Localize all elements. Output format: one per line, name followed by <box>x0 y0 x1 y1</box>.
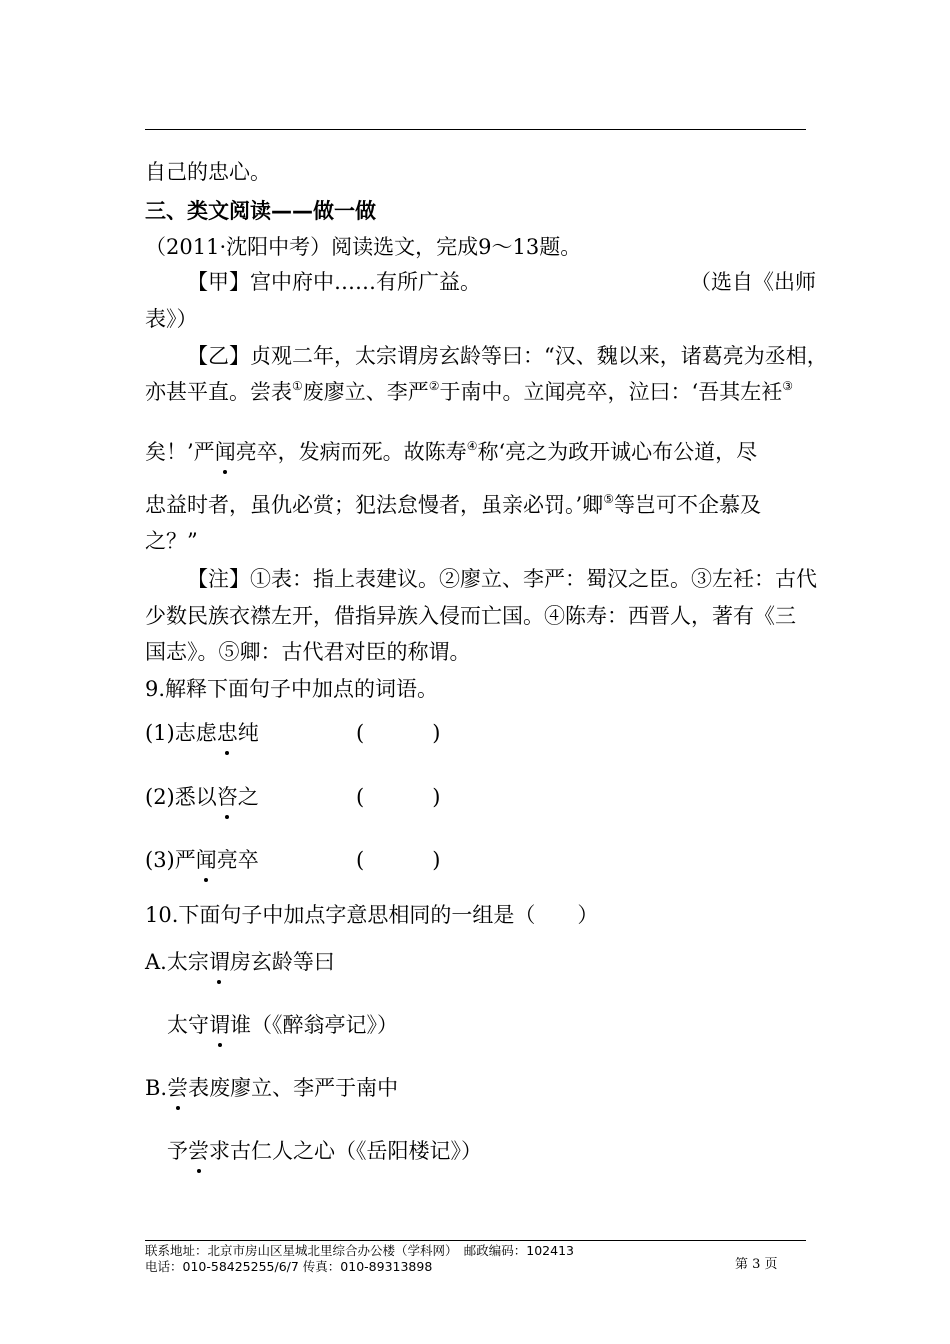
yi-line-4 <box>145 491 761 519</box>
dotted-char: 谓 <box>209 1013 230 1037</box>
footer-rule <box>145 1240 806 1241</box>
text: 矣！’严 <box>145 440 215 464</box>
notes-line-3: 国志》。⑤卿：古代君对臣的称谓。 <box>145 640 471 664</box>
q10-option-b2 <box>167 1137 482 1165</box>
text: 之 <box>237 785 259 809</box>
text: 纯 <box>237 721 259 745</box>
paren: ( <box>356 848 365 872</box>
dotted-char: 尝 <box>188 1139 209 1163</box>
text: 忠益时者，虽仇必赏；犯法怠慢者，虽亲必罚。’卿 <box>145 493 604 517</box>
dotted-char: 忠 <box>216 721 238 745</box>
text: 亮卒，发病而死。故陈寿 <box>235 440 467 464</box>
text: 亦甚平直。尝表 <box>145 380 292 404</box>
dotted-char: 尝 <box>167 1076 189 1100</box>
q10-option-a1 <box>145 948 335 976</box>
yi-line-3 <box>145 438 757 466</box>
answer-blank[interactable] <box>356 846 440 874</box>
page-number: 第 3 页 <box>735 1257 778 1272</box>
dotted-char: 谓 <box>208 950 230 974</box>
item-number: (2) <box>145 785 175 809</box>
paren: ( <box>356 721 365 745</box>
text: 于南中。立闻亮卒，泣曰：‘吾其左衽 <box>439 380 783 404</box>
jia-label: 【甲】宫中府中……有所广益。 <box>187 270 481 294</box>
yi-line-1: 【乙】贞观二年，太宗谓房玄龄等曰：“汉、魏以来，诸葛亮为丞相， <box>187 344 828 368</box>
passage-end: 自己的忠心。 <box>145 160 271 184</box>
answer-blank[interactable] <box>356 783 440 811</box>
notes-line-1: 【注】①表：指上表建议。②廖立、李严：蜀汉之臣。③左衽：古代 <box>187 567 817 591</box>
text: 严 <box>174 848 196 872</box>
q9-item-2 <box>145 783 259 811</box>
footnote-mark: ① <box>292 379 303 393</box>
footer-address: 联系地址：北京市房山区星城北里综合办公楼（学科网） 邮政编码：102413 <box>145 1243 574 1258</box>
text: 等岂可不企慕及 <box>613 493 761 517</box>
text: B. <box>145 1076 168 1100</box>
item-number: (3) <box>145 848 175 872</box>
notes-line-2: 少数民族衣襟左开，借指异族入侵而亡国。④陈寿：西晋人，著有《三 <box>145 604 796 628</box>
yi-line-5: 之？” <box>145 529 198 553</box>
footnote-mark: ③ <box>782 379 793 393</box>
section-heading: 三、类文阅读——做一做 <box>145 199 376 223</box>
dotted-char: 闻 <box>195 848 217 872</box>
dotted-char: 咨 <box>216 785 238 809</box>
text: 太守 <box>167 1013 209 1037</box>
footer-phone: 电话：010-58425255/6/7 传真：010-89313898 <box>145 1259 433 1274</box>
text: 求古仁人之心（《岳阳楼记》） <box>209 1139 482 1163</box>
text: 志虑 <box>174 721 217 745</box>
footnote-mark: ② <box>428 379 440 393</box>
q10-option-a2 <box>167 1011 398 1039</box>
jia-source-b: 表》） <box>145 307 198 331</box>
text: 谁（《醉翁亭记》） <box>230 1013 398 1037</box>
text: 予 <box>167 1139 188 1163</box>
dotted-char: 闻 <box>214 440 236 464</box>
text: 亮卒 <box>216 848 259 872</box>
paren: ) <box>432 785 441 809</box>
yi-line-2 <box>145 378 793 406</box>
q10-option-b1 <box>145 1074 398 1102</box>
jia-source-a: （选自《出师 <box>690 270 816 294</box>
text: 废廖立、李严 <box>302 380 429 404</box>
text: 表废廖立、李严于南中 <box>188 1076 399 1100</box>
answer-blank[interactable] <box>356 719 440 747</box>
text: 称‘亮之为政开诚心布公道，尽 <box>477 440 758 464</box>
q9-stem: 9.解释下面句子中加点的词语。 <box>145 677 439 701</box>
text: 房玄龄等曰 <box>229 950 335 974</box>
q10-stem: 10.下面句子中加点字意思相同的一组是（ ） <box>145 903 599 927</box>
footnote-mark: ④ <box>466 439 478 453</box>
paren: ( <box>356 785 365 809</box>
text: 悉以 <box>174 785 217 809</box>
intro-text: （2011·沈阳中考）阅读选文，完成9～13题。 <box>145 235 582 259</box>
q9-item-3 <box>145 846 259 874</box>
header-rule <box>145 129 806 130</box>
text: A.太宗 <box>145 950 209 974</box>
item-number: (1) <box>145 721 175 745</box>
footnote-mark: ⑤ <box>603 492 614 506</box>
paren: ) <box>432 721 441 745</box>
paren: ) <box>432 848 441 872</box>
q9-item-1 <box>145 719 259 747</box>
